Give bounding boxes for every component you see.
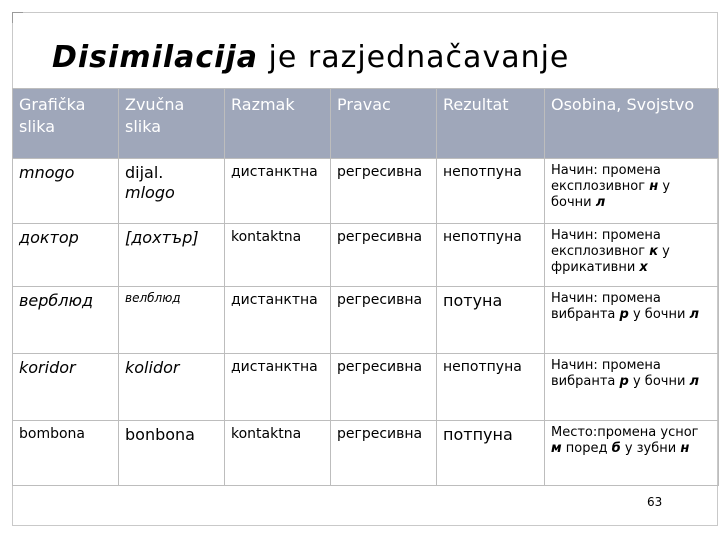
header-rezultat: Rezultat [437, 89, 545, 159]
page-number: 63 [647, 495, 663, 509]
cell-pravac: регресивна [331, 287, 437, 354]
header-osobina: Osobina, Svojstvo [545, 89, 719, 159]
cell-razmak: kontaktna [225, 421, 331, 486]
osobina-sound: х [639, 260, 648, 275]
cell-zvucna: bonbona [119, 421, 225, 486]
cell-graficka: mnogo [13, 159, 119, 224]
cell-osobina [545, 287, 719, 354]
cell-rezultat: непотпуна [437, 159, 545, 224]
osobina-text: Начин: промена експлозивног [551, 163, 661, 194]
cell-pravac: регресивна [331, 421, 437, 486]
title-bold-term: Disimilacija [52, 40, 258, 75]
cell-zvucna [119, 159, 225, 224]
title-rest: je razjednačavanje [258, 40, 570, 75]
header-pravac: Pravac [331, 89, 437, 159]
disimilation-table [12, 88, 719, 486]
osobina-sound: р [619, 307, 629, 322]
osobina-text: у бочни [551, 179, 671, 210]
cell-graficka: доктор [13, 224, 119, 287]
cell-rezultat: непотпуна [437, 354, 545, 421]
header-row [13, 89, 719, 159]
cell-osobina [545, 421, 719, 486]
osobina-sound: р [619, 374, 629, 389]
cell-zvucna: kolidor [119, 354, 225, 421]
osobina-sound: л [595, 195, 606, 210]
osobina-text: у фрикативни [551, 244, 670, 275]
osobina-sound: л [689, 307, 700, 322]
osobina-sound: м [551, 441, 562, 456]
osobina-sound: н [680, 441, 690, 456]
cell-osobina [545, 159, 719, 224]
cell-razmak: дистанктна [225, 287, 331, 354]
cell-graficka: верблюд [13, 287, 119, 354]
table-row [13, 354, 719, 421]
osobina-text: у зубни [620, 441, 681, 456]
cell-razmak: дистанктна [225, 159, 331, 224]
frame-corner [12, 12, 23, 23]
table-row [13, 287, 719, 354]
slide-title [52, 40, 569, 75]
cell-pravac: регресивна [331, 159, 437, 224]
cell-rezultat: непотпуна [437, 224, 545, 287]
osobina-sound: н [649, 179, 659, 194]
osobina-sound: б [611, 441, 621, 456]
osobina-text: у бочни [628, 374, 690, 389]
cell-pravac: регресивна [331, 354, 437, 421]
table-row [13, 159, 719, 224]
header-zvucna: Zvučna slika [119, 89, 225, 159]
cell-rezultat: потуна [437, 287, 545, 354]
zvucna-form: mlogo [125, 183, 175, 202]
osobina-text: Начин: промена експлозивног [551, 228, 661, 259]
osobina-text: Начин: промена вибранта [551, 291, 661, 322]
osobina-text: у бочни [628, 307, 690, 322]
osobina-sound: к [649, 244, 659, 259]
header-graficka: Grafička slika [13, 89, 119, 159]
table-row [13, 224, 719, 287]
cell-zvucna: [дохтър] [119, 224, 225, 287]
cell-osobina [545, 224, 719, 287]
cell-zvucna: велблюд [119, 287, 225, 354]
table-row [13, 421, 719, 486]
cell-graficka: bombona [13, 421, 119, 486]
zvucna-dialect: dijal. [125, 163, 164, 182]
cell-razmak: kontaktna [225, 224, 331, 287]
cell-pravac: регресивна [331, 224, 437, 287]
cell-graficka: koridor [13, 354, 119, 421]
cell-osobina [545, 354, 719, 421]
header-razmak: Razmak [225, 89, 331, 159]
cell-rezultat: потпуна [437, 421, 545, 486]
osobina-text: поред [561, 441, 612, 456]
osobina-text: Начин: промена вибранта [551, 358, 661, 389]
cell-razmak: дистанктна [225, 354, 331, 421]
osobina-sound: л [689, 374, 700, 389]
osobina-text: Место:промена усног [551, 425, 699, 440]
